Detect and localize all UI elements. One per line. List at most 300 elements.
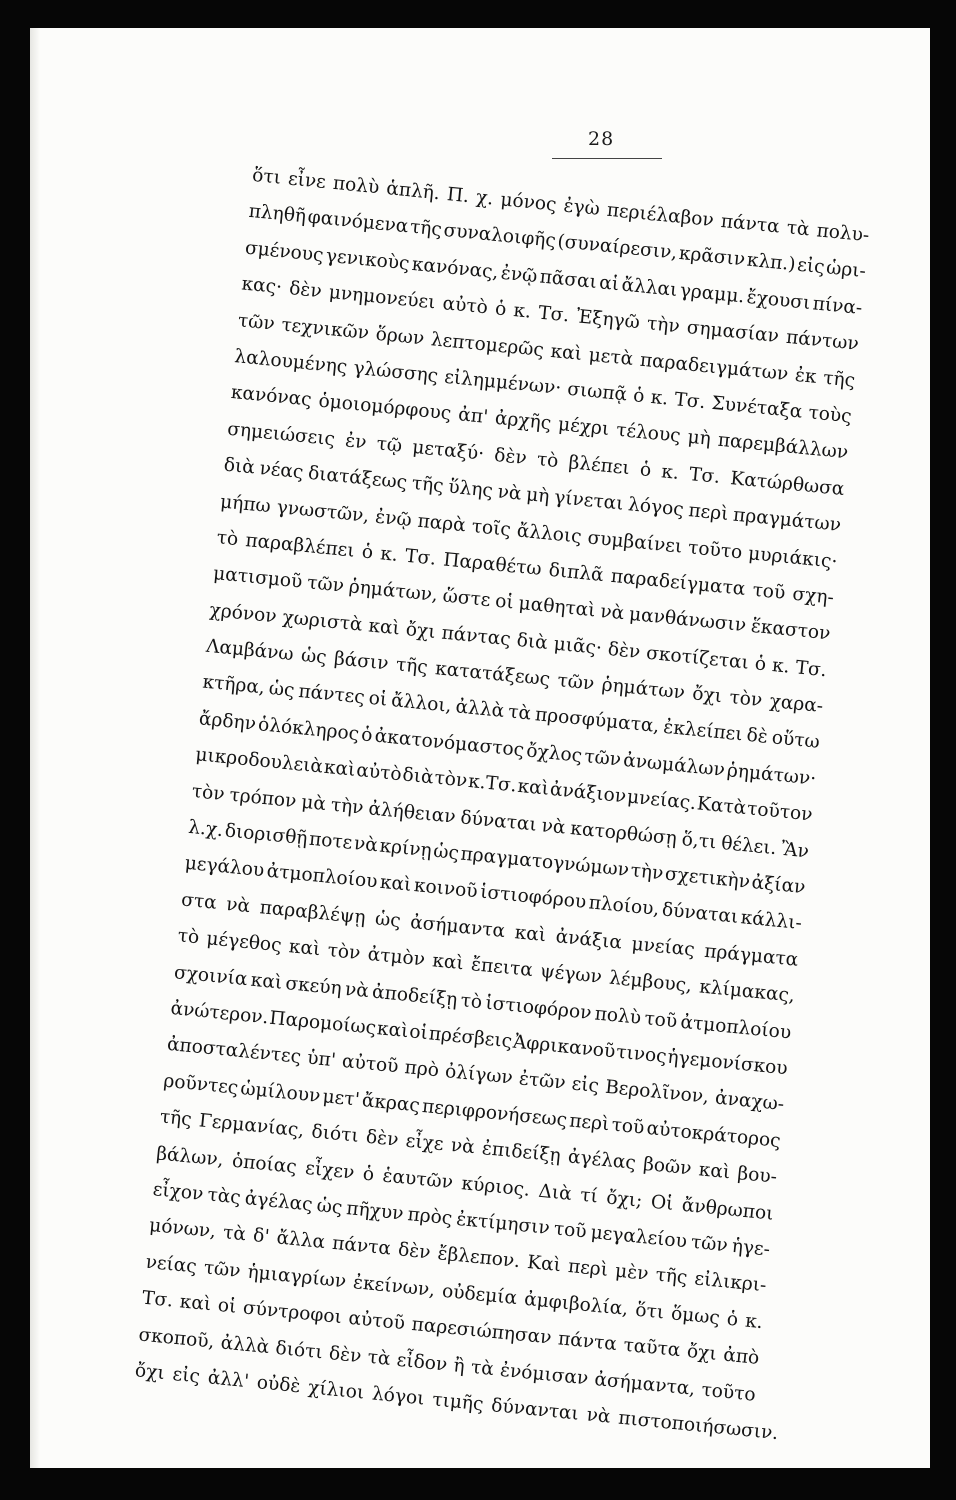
word: λέμβους, bbox=[608, 967, 693, 997]
word: ὅ,τι bbox=[680, 828, 718, 853]
word: κ. bbox=[660, 461, 680, 484]
word: νὰ bbox=[225, 893, 252, 917]
word: αὐτοκράτορος bbox=[645, 1117, 782, 1152]
word: πάντας bbox=[440, 622, 512, 650]
word: κλπ.) bbox=[745, 250, 797, 276]
word: γενικοὺς bbox=[324, 245, 411, 275]
word: λόγοι bbox=[371, 1383, 426, 1410]
word: κ. bbox=[744, 1310, 764, 1333]
word: ἐν bbox=[344, 430, 368, 454]
word: ὀλίγων bbox=[444, 1061, 514, 1089]
word: πολυ- bbox=[815, 220, 871, 247]
word: τοῦτον bbox=[746, 798, 814, 826]
word: ἐκλείπει bbox=[662, 717, 744, 746]
word: σκοτίζεται bbox=[645, 642, 750, 674]
word: αὐτὸ bbox=[355, 760, 403, 786]
word: μεταξύ· bbox=[411, 436, 486, 465]
word: ἀρχῆς bbox=[494, 408, 553, 435]
word: Ἐξηγῶ bbox=[575, 306, 641, 334]
word: χαρα- bbox=[768, 691, 825, 718]
word: τοὺς bbox=[807, 402, 853, 428]
word: βάσιν bbox=[333, 648, 390, 675]
word: κατατάξεως bbox=[434, 658, 552, 691]
word: τὴν bbox=[629, 860, 665, 885]
word: Συνέταξα bbox=[710, 392, 804, 423]
word: καὶ bbox=[322, 757, 357, 782]
word: ὁποίας bbox=[231, 1150, 298, 1178]
word: καὶ bbox=[516, 776, 550, 800]
word: παρὰ bbox=[416, 510, 467, 536]
word: κανόνας bbox=[229, 382, 313, 412]
word: γραμμ. bbox=[678, 280, 746, 308]
word: περὶ bbox=[568, 1110, 611, 1136]
word: Διὰ bbox=[537, 1180, 573, 1205]
word: ἐτῶν bbox=[517, 1068, 567, 1095]
word: ἱστιοφόρου bbox=[479, 882, 588, 914]
word: σημειώσεις bbox=[226, 418, 336, 450]
word: δὲν bbox=[288, 278, 323, 303]
word: Κατώρθωσα bbox=[729, 467, 846, 500]
word: καὶ bbox=[178, 1291, 213, 1316]
word: ἐκτίμησιν bbox=[455, 1208, 551, 1239]
word: πίνα- bbox=[811, 293, 864, 319]
word: ἐκ bbox=[794, 364, 818, 388]
word: ἀσήμαντα bbox=[409, 911, 507, 942]
word: τὰ bbox=[785, 217, 811, 241]
word: μεγάλου bbox=[183, 853, 266, 882]
word: καὶ bbox=[287, 936, 322, 961]
word: κ.Τσ. bbox=[467, 771, 518, 797]
body-text bbox=[133, 158, 871, 1450]
word: εἰς bbox=[570, 1073, 600, 1098]
word: σιωπᾷ bbox=[566, 378, 629, 406]
word: δὲν bbox=[606, 638, 642, 663]
word: τὰ bbox=[222, 1222, 247, 1246]
word: Ἂν bbox=[780, 838, 810, 863]
word: καὶ bbox=[513, 922, 548, 946]
word: τῷ bbox=[375, 433, 404, 457]
word: καὶ bbox=[376, 1018, 410, 1043]
word: νείας bbox=[144, 1251, 198, 1278]
word: ἐνῷ bbox=[374, 506, 413, 531]
word: δ' bbox=[252, 1225, 271, 1248]
word: σημασίαν bbox=[685, 317, 780, 348]
word: ὁλόκληρος bbox=[257, 714, 361, 745]
word: ταῦτα bbox=[622, 1334, 682, 1362]
word: εἶχε bbox=[404, 1130, 445, 1156]
word: στα bbox=[180, 889, 218, 914]
word: ἑαυτῶν bbox=[381, 1165, 454, 1193]
word: ἀποδείξῃ bbox=[371, 981, 459, 1011]
word: σύντροφοι bbox=[242, 1297, 343, 1329]
word: ἀνάξια bbox=[554, 926, 624, 954]
word: εἰλημμένων· bbox=[443, 366, 563, 399]
word: τὰ bbox=[366, 1346, 392, 1370]
word: χ. bbox=[475, 186, 495, 210]
word: διατάξεως bbox=[307, 462, 409, 494]
word: σμένους bbox=[244, 237, 325, 266]
word: ὕλης bbox=[447, 476, 494, 502]
word: κας· bbox=[240, 273, 283, 299]
word: παραβλέψῃ bbox=[258, 897, 367, 929]
word: μὲν bbox=[614, 1260, 650, 1286]
word: μὴ bbox=[525, 484, 551, 508]
word: ἄρδην bbox=[198, 708, 257, 735]
word: διότι bbox=[274, 1337, 324, 1363]
word: ῥημάτων bbox=[600, 674, 686, 704]
word: τοῦτο bbox=[700, 1379, 757, 1406]
word: αὐτὸ bbox=[441, 293, 489, 319]
word: πῆχυν bbox=[345, 1198, 405, 1225]
word: νὰ bbox=[496, 481, 523, 505]
word: πάντες bbox=[297, 681, 366, 709]
word: τῆς bbox=[394, 654, 429, 679]
word: παραδείγματα bbox=[609, 565, 747, 600]
word: πάντα bbox=[719, 210, 781, 238]
word: ἀγέλας bbox=[567, 1146, 637, 1175]
word: κτῆρα, bbox=[201, 672, 266, 699]
word: μανθάνωσιν bbox=[628, 604, 748, 637]
word: συμβαίνει bbox=[586, 526, 684, 558]
word: μόνων, bbox=[148, 1215, 217, 1243]
word: παραβλέπει bbox=[244, 529, 356, 562]
word: τῶν bbox=[690, 1231, 729, 1257]
word: ἀνάξιον bbox=[548, 779, 628, 808]
word: ἀτμοπλοίου bbox=[265, 861, 379, 893]
word: ἀμφιβολία, bbox=[523, 1288, 630, 1320]
word: διότι bbox=[310, 1121, 360, 1147]
word: κανόνας, bbox=[410, 253, 500, 284]
word: δύναται bbox=[459, 806, 538, 836]
word: δὲ bbox=[745, 725, 769, 749]
word: γνωστῶν, bbox=[275, 496, 371, 527]
word: πάντων bbox=[785, 327, 860, 356]
word: (συναίρεσιν, bbox=[556, 231, 679, 265]
word: Τσ. bbox=[537, 302, 571, 327]
word: λαλουμένης bbox=[233, 346, 349, 378]
word: οὕτω bbox=[770, 727, 821, 754]
word: ἀκατονόμαστος bbox=[373, 725, 526, 761]
word: Κατὰ bbox=[696, 793, 748, 820]
word: νὰ bbox=[540, 814, 567, 839]
word: ὁ bbox=[725, 1308, 740, 1331]
word: ὡς bbox=[267, 678, 296, 702]
word: ὥστε bbox=[441, 585, 492, 612]
word: τῶν bbox=[237, 309, 276, 335]
word: ὁ bbox=[632, 385, 646, 408]
word: Ἀφρικανοῦ bbox=[512, 1031, 617, 1063]
word: αὐτοῦ bbox=[340, 1051, 400, 1078]
word: τοῖς bbox=[470, 515, 512, 541]
word: τοῦ bbox=[552, 1218, 588, 1243]
word: διορισθῇ bbox=[223, 820, 309, 850]
word: ὡς bbox=[432, 840, 460, 865]
word: σχετικὴν bbox=[664, 863, 751, 893]
word: πρὸς bbox=[406, 1204, 454, 1230]
word: τιμῆς bbox=[431, 1389, 485, 1416]
word: λόγος bbox=[627, 494, 685, 521]
word: λ.χ. bbox=[187, 816, 225, 842]
word: τὰ bbox=[507, 701, 532, 726]
word: ὑπ' bbox=[306, 1047, 337, 1072]
word: μὴ bbox=[686, 427, 712, 451]
word: τρόπον bbox=[228, 784, 298, 812]
word: πραγματογνώμων bbox=[459, 843, 630, 881]
word: γλώσσης bbox=[352, 357, 440, 387]
word: κάλλι- bbox=[739, 907, 803, 935]
word: κατορθώσῃ bbox=[569, 817, 678, 850]
word: εἶνε bbox=[287, 168, 327, 194]
page-number-rule bbox=[552, 158, 662, 159]
word: τῆς bbox=[409, 217, 443, 242]
word: τὸ bbox=[459, 989, 484, 1013]
word: βλέπει bbox=[567, 451, 631, 479]
word: τῶν bbox=[556, 670, 596, 695]
word: μόνος bbox=[499, 189, 558, 216]
word: μυριάκις· bbox=[747, 542, 839, 573]
word: ἄκρας bbox=[360, 1089, 421, 1117]
word: μνείας. bbox=[626, 786, 698, 815]
word: Τσ. bbox=[141, 1287, 175, 1312]
word: ὁ bbox=[360, 724, 374, 747]
word: ῥημάτων, bbox=[347, 576, 439, 607]
word: Γερμανίας, bbox=[198, 1110, 306, 1142]
word: μεγαλείου bbox=[589, 1221, 688, 1253]
word: τῆς bbox=[410, 473, 445, 498]
word: ἀλλὰ bbox=[454, 696, 506, 723]
word: καὶ bbox=[431, 950, 465, 975]
word: λεπτομερῶς bbox=[429, 328, 545, 361]
word: Τσ. bbox=[688, 463, 722, 488]
word: νὰ bbox=[449, 1135, 476, 1159]
word: ἄνθρωποι bbox=[680, 1194, 775, 1225]
word: ἄλλοι, bbox=[390, 690, 453, 718]
word: ἐνόμισαν bbox=[499, 1359, 590, 1389]
page-edge-shadow bbox=[30, 28, 40, 1468]
word: ψέγων bbox=[539, 961, 603, 989]
word: κ. bbox=[649, 386, 670, 410]
word: νὰ bbox=[599, 601, 626, 625]
word: ἀτμὸν bbox=[366, 944, 426, 971]
word: μετ' bbox=[321, 1085, 361, 1111]
word: μνείας bbox=[630, 933, 696, 961]
word: ὄχι; bbox=[605, 1186, 644, 1212]
word: τῶν bbox=[583, 746, 622, 771]
word: οἱ bbox=[216, 1295, 238, 1318]
word: δὲν bbox=[365, 1126, 400, 1151]
word: ἡμιαγρίων bbox=[246, 1261, 348, 1293]
word: ὡρι- bbox=[825, 257, 867, 283]
word: ἀσήμαντα, bbox=[593, 1368, 697, 1400]
word: μὰ bbox=[300, 791, 327, 815]
word: τὸν bbox=[190, 780, 226, 805]
word: ἀξίαν bbox=[750, 872, 807, 899]
word: τοῦ bbox=[643, 1007, 679, 1032]
word: ροῦντες bbox=[162, 1070, 240, 1099]
word: συναλοιφῆς bbox=[442, 220, 557, 253]
word: ὁμοιομόρφους bbox=[317, 390, 453, 425]
word: ἄλλαι bbox=[620, 274, 679, 301]
word: ὄχι bbox=[404, 618, 437, 643]
word: τῆς bbox=[822, 367, 857, 392]
word: ὡς bbox=[300, 645, 328, 669]
word: ἀγέλας bbox=[243, 1188, 314, 1216]
word: εἶχον bbox=[151, 1179, 205, 1205]
word: διὰ bbox=[401, 764, 435, 789]
word: προσφύματα, bbox=[534, 704, 661, 738]
word: εἰς bbox=[171, 1363, 201, 1388]
word: περιφρονήσεως bbox=[421, 1095, 569, 1131]
word: τὸν bbox=[326, 940, 362, 965]
word: τὸ bbox=[176, 925, 201, 949]
word: τῆς bbox=[654, 1264, 689, 1289]
word: ὡς bbox=[315, 1195, 344, 1219]
word: ἡγε- bbox=[730, 1235, 771, 1261]
word: ἀνωμάλων bbox=[622, 749, 726, 781]
word: ἱστιοφόρον bbox=[484, 992, 593, 1024]
word: πλοίου, bbox=[587, 892, 661, 921]
word: κοινοῦ bbox=[412, 875, 479, 903]
word: Βερολῖνον, bbox=[604, 1077, 710, 1109]
word: ὁ bbox=[360, 541, 375, 564]
word: Τσ. bbox=[794, 657, 828, 681]
word: ἐγὼ bbox=[562, 195, 601, 220]
word: Τσ. bbox=[673, 389, 707, 414]
word: ἀτμοπλοίου bbox=[679, 1011, 793, 1044]
word: διὰ bbox=[222, 454, 256, 479]
word: ἄλλα bbox=[275, 1227, 327, 1254]
word: εἶδον bbox=[395, 1349, 449, 1376]
word: εἰλικρι- bbox=[693, 1268, 768, 1297]
word: ἀπὸ bbox=[722, 1344, 761, 1370]
word: τὸ bbox=[535, 448, 560, 472]
word: τινος bbox=[615, 1041, 668, 1068]
word: τὸ bbox=[215, 527, 240, 551]
word: κ. bbox=[379, 543, 399, 566]
word: Λαμβάνω bbox=[205, 635, 295, 666]
word: χωριστὰ bbox=[281, 606, 364, 636]
word: αἱ bbox=[598, 272, 621, 295]
word: δὲν bbox=[397, 1239, 432, 1264]
word: πρέσβεις bbox=[427, 1023, 514, 1053]
word: ὁ bbox=[639, 458, 653, 481]
word: κλίμακας, bbox=[698, 976, 796, 1007]
word: Π. bbox=[445, 184, 471, 208]
word: ὡμίλουν bbox=[239, 1077, 322, 1107]
word: ὅρων bbox=[374, 323, 426, 349]
word: οἱ bbox=[367, 688, 389, 711]
word: Παραθέτω bbox=[442, 549, 543, 580]
word: καὶ bbox=[378, 872, 413, 897]
word: Οἱ bbox=[649, 1191, 675, 1215]
word: κρίνῃ bbox=[378, 835, 433, 862]
word: ἄλλοις bbox=[515, 519, 583, 548]
word: ἐκείνων, bbox=[352, 1271, 437, 1301]
word: αὐτοῦ bbox=[347, 1307, 406, 1335]
word: ἐπιδείξῃ bbox=[481, 1138, 562, 1167]
word: ὄχι bbox=[686, 1341, 718, 1365]
word: ἡγεμονίσκου bbox=[666, 1046, 789, 1080]
word: δὲν bbox=[493, 444, 528, 469]
word: τῶν bbox=[306, 572, 345, 598]
word: γίνεται bbox=[553, 487, 625, 515]
word: σχοινία bbox=[173, 961, 249, 990]
word: μικροδουλειὰ bbox=[194, 744, 324, 778]
word: ἐνῷ bbox=[499, 262, 539, 287]
word: πληθῆ bbox=[247, 201, 307, 228]
word: ὅτι bbox=[251, 164, 282, 189]
word: ὁ bbox=[494, 298, 508, 321]
word: τί bbox=[579, 1184, 599, 1208]
word: ῥημάτων· bbox=[726, 759, 818, 790]
word: οὐδεμία bbox=[441, 1280, 519, 1309]
word: μετὰ bbox=[587, 344, 635, 370]
word: μέχρι bbox=[557, 414, 611, 441]
word: ὄχλος bbox=[525, 740, 584, 767]
word: τὴν bbox=[329, 794, 365, 819]
word: ὁ bbox=[361, 1163, 376, 1186]
word: πρὸ bbox=[403, 1057, 440, 1082]
word: κ. bbox=[771, 654, 791, 678]
word: μιᾶς· bbox=[552, 633, 603, 659]
word: τέλους bbox=[615, 420, 682, 448]
word: ἀνώτερον. bbox=[169, 997, 270, 1029]
word: τοῦτο bbox=[687, 536, 744, 563]
word: πάντα bbox=[331, 1233, 392, 1260]
word: νέας bbox=[258, 458, 305, 484]
word: καὶ bbox=[249, 969, 284, 994]
word: ἔπειτα bbox=[470, 954, 534, 982]
page-number: 28 bbox=[588, 128, 615, 150]
word: ἁπλῆ. bbox=[385, 178, 441, 205]
word: θέλει. bbox=[720, 832, 778, 859]
word: τὰ bbox=[470, 1356, 495, 1380]
word: ἢ bbox=[452, 1354, 466, 1377]
word: καὶ bbox=[549, 340, 584, 365]
word: φαινόμενα bbox=[306, 206, 410, 238]
word: Καὶ bbox=[526, 1252, 562, 1277]
word: κ. bbox=[512, 300, 533, 323]
word: νὰ bbox=[353, 833, 379, 857]
word: περιέλαβον bbox=[605, 199, 715, 232]
word: ἀποσταλέντες bbox=[166, 1034, 303, 1069]
word: καὶ bbox=[367, 615, 401, 640]
word: ματισμοῦ bbox=[212, 563, 304, 593]
word: ποτε bbox=[308, 828, 354, 854]
word: πραγμάτων bbox=[732, 504, 842, 537]
word: τῆς bbox=[158, 1106, 193, 1131]
word: οἱ bbox=[408, 1021, 429, 1045]
word: μέγεθος bbox=[205, 928, 283, 957]
word: εἰς bbox=[796, 254, 826, 279]
word: δύνανται bbox=[490, 1395, 580, 1425]
word: καὶ bbox=[697, 1159, 732, 1184]
word: δύναται bbox=[660, 899, 740, 929]
word: διπλᾶ bbox=[547, 559, 605, 586]
word: πολὺ bbox=[331, 172, 381, 199]
word: βου- bbox=[736, 1163, 778, 1188]
word: οὐδὲ bbox=[255, 1372, 302, 1398]
word: ἀλλ' bbox=[206, 1367, 250, 1393]
word: περὶ bbox=[567, 1256, 609, 1282]
word: σκεύη bbox=[284, 972, 343, 1000]
word: τοῦ bbox=[610, 1114, 646, 1139]
word: παρεμβάλλων bbox=[716, 430, 850, 464]
word: ἕκαστον bbox=[749, 616, 832, 645]
word: Παρομοίως bbox=[268, 1007, 378, 1039]
word: ὄχι bbox=[134, 1360, 166, 1384]
word: πράγματα bbox=[703, 940, 800, 971]
